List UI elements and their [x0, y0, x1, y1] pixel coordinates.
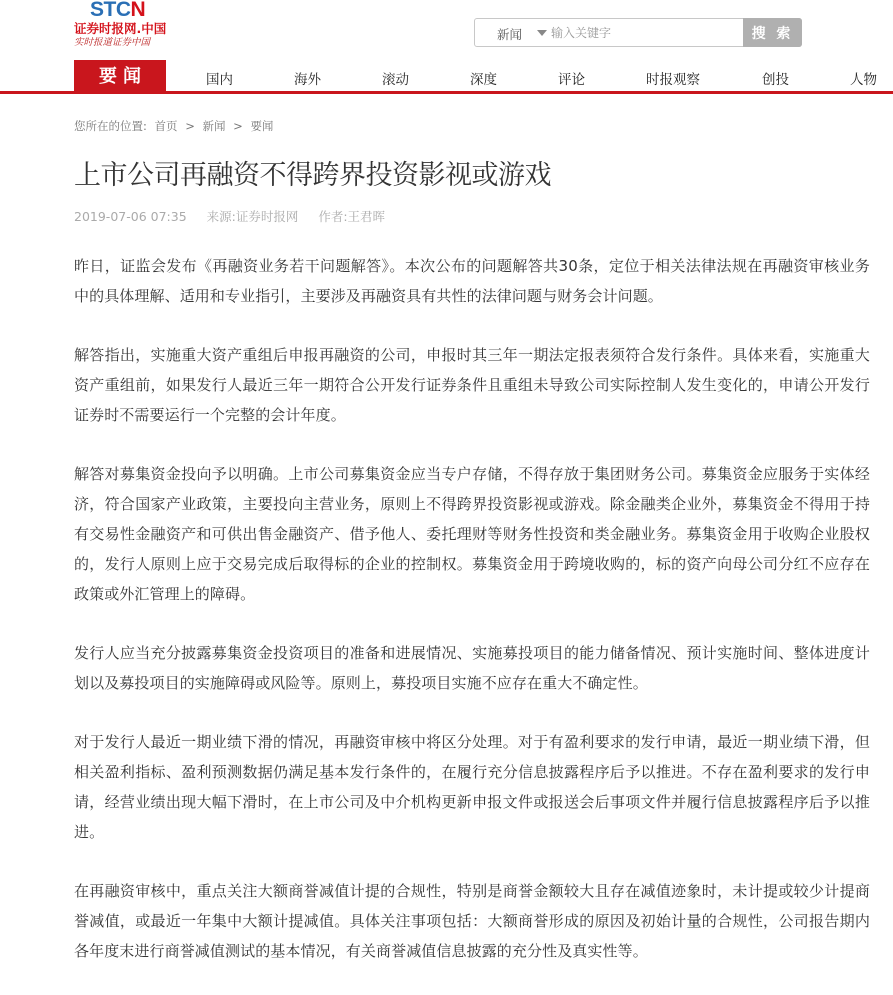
breadcrumb-separator: >: [233, 119, 243, 133]
article-paragraph: 对于发行人最近一期业绩下滑的情况，再融资审核中将区分处理。对于有盈利要求的发行申请，最近一期业绩下滑，但相关盈利指标、盈利预测数据仍满足基本发行条件的，在履行充分信息披露程序后予以推进。不存在盈利要求的发行申请，经营业绩出现大幅下滑时，在上市公司及中介机构更新申报文件或报送会后事项文件并履行信息披露程序后予以推进。: [74, 733, 870, 841]
nav-item[interactable]: 国内: [206, 72, 233, 88]
nav-divider: [0, 91, 893, 94]
article-author: 作者:王君晖: [318, 209, 386, 224]
article-meta: [74, 207, 401, 225]
breadcrumb-home[interactable]: 首页: [154, 119, 178, 133]
logo-brand: STCN: [90, 0, 146, 21]
breadcrumb-separator: >: [185, 119, 195, 133]
search-input[interactable]: [551, 23, 741, 43]
search-button[interactable]: 搜 索: [743, 18, 802, 47]
breadcrumb: [74, 118, 277, 134]
breadcrumb-label: 您所在的位置:: [74, 119, 147, 133]
article-paragraph: 昨日，证监会发布《再融资业务若干问题解答》。本次公布的问题解答共30条，定位于相关法律法规在再融资审核业务中的具体理解、适用和专业指引，主要涉及再融资具有共性的法律问题与财务会计问题。: [74, 257, 870, 305]
search-category-select[interactable]: 新闻: [497, 27, 523, 42]
site-logo[interactable]: [74, 0, 174, 50]
article-datetime: 2019-07-06 07:35: [74, 209, 187, 224]
search-box: [474, 18, 802, 47]
logo-slogan: 实时报道证券中国: [74, 37, 151, 48]
nav-item[interactable]: 海外: [294, 72, 321, 88]
article-paragraph: 发行人应当充分披露募集资金投资项目的准备和进展情况、实施募投项目的能力储备情况、预计实施时间、整体进度计划以及募投项目的实施障碍或风险等。原则上，募投项目实施不应存在重大不确定性。: [74, 644, 870, 692]
chevron-down-icon[interactable]: [537, 30, 547, 36]
main-nav: [0, 60, 893, 95]
article-source: 来源:证券时报网: [206, 209, 299, 224]
breadcrumb-current[interactable]: 要闻: [250, 119, 274, 133]
nav-item[interactable]: 时报观察: [646, 72, 700, 88]
logo-site-name: 证券时报网.中国: [74, 21, 167, 36]
nav-item[interactable]: 人物: [850, 72, 877, 88]
nav-item[interactable]: 评论: [558, 72, 585, 88]
article-body: [74, 251, 870, 995]
nav-item[interactable]: 创投: [762, 72, 789, 88]
breadcrumb-news[interactable]: 新闻: [202, 119, 226, 133]
nav-item[interactable]: 深度: [470, 72, 497, 88]
article-paragraph: 解答对募集资金投向予以明确。上市公司募集资金应当专户存储，不得存放于集团财务公司。募集资金应服务于实体经济，符合国家产业政策，主要投向主营业务，原则上不得跨界投资影视或游戏。除金融类企业外，募集资金不得用于持有交易性金融资产和可供出售金融资产、借予他人、委托理财等财务性投资和类金融业务。募集资金用于收购企业股权的，发行人原则上应于交易完成后取得标的企业的控制权。募集资金用于跨境收购的，标的资产向母公司分红不应存在政策或外汇管理上的障碍。: [74, 465, 870, 603]
article-paragraph: 解答指出，实施重大资产重组后申报再融资的公司，申报时其三年一期法定报表须符合发行条件。具体来看，实施重大资产重组前，如果发行人最近三年一期符合公开发行证券条件且重组未导致公司实际控制人发生变化的，申请公开发行证券时不需要运行一个完整的会计年度。: [74, 346, 870, 424]
nav-item[interactable]: 滚动: [382, 72, 409, 88]
nav-item-active[interactable]: 要闻: [74, 60, 166, 94]
article-paragraph: 在再融资审核中，重点关注大额商誉减值计提的合规性，特别是商誉金额较大且存在减值迹象时，未计提或较少计提商誉减值，或最近一年集中大额计提减值。具体关注事项包括：大额商誉形成的原因及初始计量的合规性，公司报告期内各年度末进行商誉减值测试的基本情况，有关商誉减值信息披露的充分性及真实性等。: [74, 882, 870, 960]
article-title: 上市公司再融资不得跨界投资影视或游戏: [74, 160, 551, 191]
